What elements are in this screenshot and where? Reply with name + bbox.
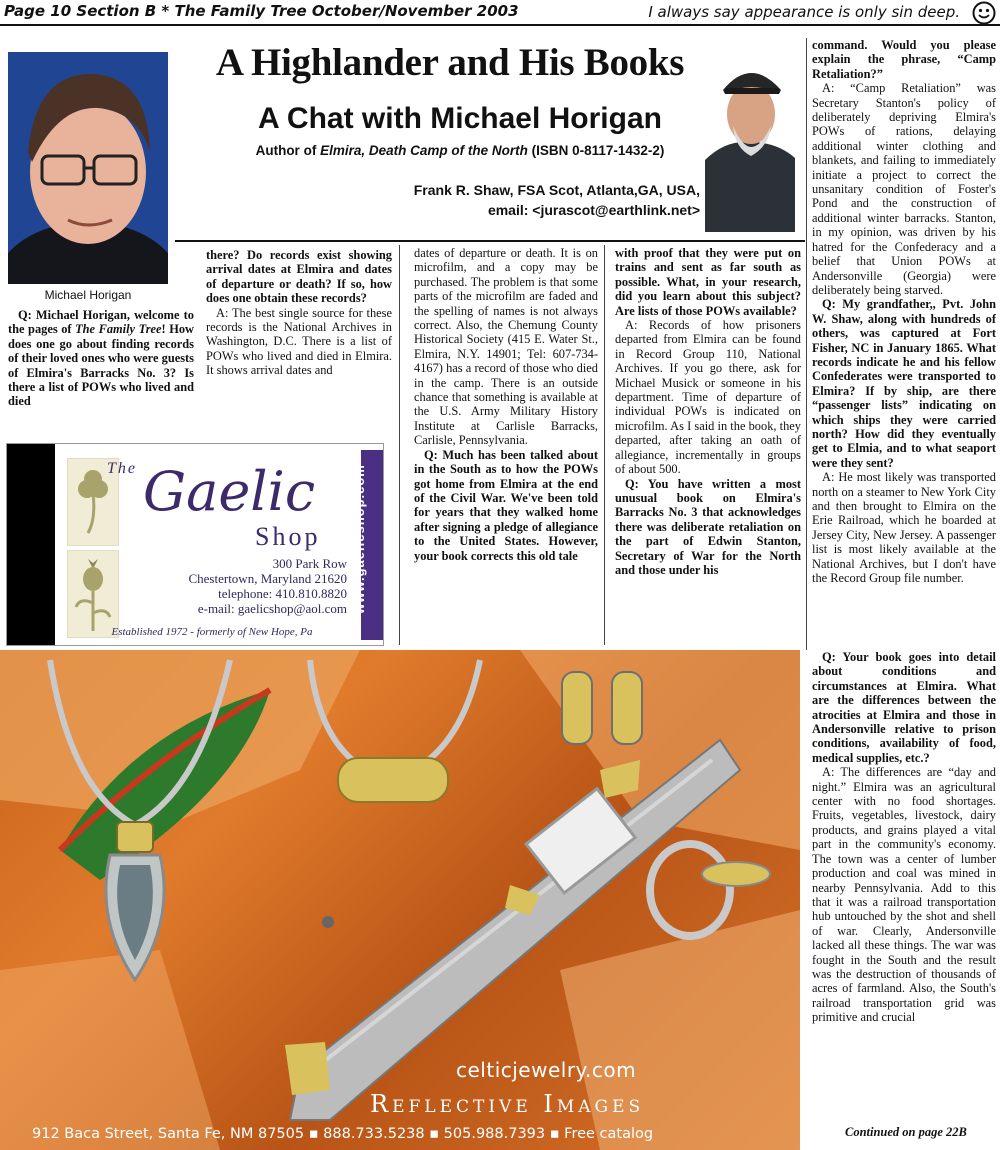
- author-prefix: Author of: [255, 143, 321, 158]
- continued-note: Continued on page 22B: [845, 1125, 967, 1139]
- header-rule: [175, 240, 805, 242]
- ad-the: The: [107, 460, 137, 477]
- michael-horigan-photo: [8, 52, 168, 284]
- jewelry-address: 912 Baca Street, Santa Fe, NM 87505 ▪ 888.733.5238 ▪ 505.988.7393 ▪ Free catalog: [32, 1126, 654, 1142]
- jewelry-photo: [0, 650, 800, 1150]
- ad-shop-logo: Shop: [255, 522, 321, 551]
- publication-name: The Family Tree: [75, 322, 162, 337]
- article-column-5: [812, 38, 996, 644]
- isbn: (ISBN 0-8117-1432-2): [527, 143, 665, 158]
- answer-1-continued: dates of departure or death. It is on microfilm, and a copy may be purchased. The problem is that some parts of the microfilm are faded and the spelling of names is not always correct. Also, the Chemung County Historical Society (415 E. Water St., Elmira, N.Y. 14901; Tel: 607-734-4167) has a record of those who died in the camp. There is an outside chance that something is available at the U.S. Army Military History Institute at Carlisle Barracks, Carlisle, Pennsylvania.: [414, 246, 598, 448]
- article-column-3: [414, 246, 598, 644]
- page-header-tagline: I always say appearance is only sin deep.: [648, 3, 960, 21]
- article-subtitle: A Chat with Michael Horigan: [258, 102, 662, 135]
- ad-street: 300 Park Row: [272, 556, 347, 571]
- answer-3: A: “Camp Retaliation” was Secretary Stanton's policy of deliberately depriving Elmira's POWs of rations, delaying additional winter clothing and blankets, and failing to immediately initiate a project to correct the unsanitary condition of Foster's Pond and the construction of additional winter barracks. Stanton, in my opinion, was driven by his hatred for the Confederacy and a belief that Union POWs at Andersonville (Georgia) were deliberately being starved.: [812, 81, 996, 297]
- answer-1: A: The best single source for these records is the National Archives in Washington, D.C. There is a list of POWs who lived and died in Elmira. It shows arrival dates and: [206, 305, 392, 378]
- ad-city: Chestertown, Maryland 21620: [188, 571, 347, 586]
- photo-caption: Michael Horigan: [44, 288, 132, 302]
- ad-phone: telephone: 410.810.8820: [218, 586, 347, 601]
- smiley-face-icon: [972, 1, 996, 25]
- byline: [200, 180, 700, 220]
- question-2: Q: Much has been talked about in the South as to how the POWs got home from Elmira at the end of the Civil War. We've been told for years that they walked home after signing a pledge of allegiance to the United States. However, your book corrects this old tale: [414, 447, 598, 563]
- article-column-2: [206, 248, 392, 438]
- ad-established: Established 1972 - formerly of New Hope, Pa: [111, 626, 313, 638]
- question-4: Q: My grandfather,, Pvt. John W. Shaw, along with hundreds of others, was captured at Fort Fisher, NC in January 1865. What records indicate he and his fellow Confederates were transported to Elmira? If by ship, are there “passenger lists” indicating on which ships they were carried north? How did they eventually get to Elmia, and to what seaport were they sent?: [812, 297, 996, 470]
- byline-email: email: <jurascot@earthlink.net>: [487, 202, 700, 218]
- article-column-1: [8, 308, 194, 438]
- ad-email[interactable]: e-mail: gaelicshop@aol.com: [197, 601, 347, 616]
- column-divider: [806, 38, 807, 650]
- article-title: A Highlander and His Books: [215, 41, 685, 84]
- article-column-6: [812, 650, 996, 1122]
- thistle-icon: [67, 550, 119, 638]
- gaelic-shop-ad[interactable]: [6, 443, 384, 646]
- ad-gaelic-address: [127, 556, 347, 616]
- ad-gaelic-logo: Gaelic: [143, 460, 316, 523]
- book-title: Elmira, Death Camp of the North: [320, 143, 528, 158]
- question-5: Q: Your book goes into detail about conditions and circumstances at Elmira. What are the differences between the atrocities at Elmira and those in Andersonville relative to prison conditions, availability of food, medical supplies, etc.?: [812, 650, 996, 765]
- question-3-continued: command. Would you please explain the phrase, “Camp Retaliation?”: [812, 38, 996, 81]
- byline-name: Frank R. Shaw, FSA Scot, Atlanta,GA, USA,: [413, 182, 700, 198]
- highlander-photo: [705, 50, 795, 232]
- jewelry-website[interactable]: celticjewelry.com: [456, 1058, 637, 1082]
- answer-4: A: He most likely was transported north on a steamer to New York City and then brought to Elmira on the Erie Railroad, which he boarded at Jersey City, New Jersey. A passenger list is most likely available at the National Archives, but I don't have the Record Group file number.: [812, 470, 996, 586]
- answer-5: A: The differences are “day and night.” Elmira was an agricultural center with no food shortages. Fruits, vegetables, livestock, dairy products, and grains played a vital part in the community's economy. The town was a center of lumber production and coal was mined in nearby Pennsylvania. Add to this that it was a railroad transportation hub untouched by the shot and shell of war. Clearly, Andersonville lacked all these things. The war was fought in the South and the result was the destruction of thousands of acres of farmland. Also, the South's railroad transportation grid was primitive and crucial: [812, 765, 996, 1025]
- ad-website[interactable]: www.gaelicshop.com: [352, 464, 367, 614]
- question-1-text-end: ! How does one go about finding records of their loved ones who were guests of Elmira's Barracks No. 3? Is there a list of POWs who lived and died: [8, 322, 194, 409]
- question-1: [8, 308, 194, 409]
- jewelry-brand-text: Reflective Images: [370, 1090, 645, 1118]
- reflective-images-ad[interactable]: [0, 650, 800, 1150]
- column-divider: [604, 245, 605, 645]
- question-2-continued: with proof that they were put on trains and sent as far south as possible. What, in your research, did you learn about this subject? Are lists of those POWs available?: [615, 246, 801, 318]
- question-1-continued: there? Do records exist showing arrival dates at Elmira and dates of departure or death? If so, how does one obtain these records?: [206, 248, 392, 306]
- author-line: [200, 143, 720, 158]
- question-3: Q: You have written a most unusual book on Elmira's Barracks No. 3 that acknowledges there was deliberate retaliation on the part of Edwin Stanton, Secretary of War for the North and those under his: [615, 476, 801, 577]
- column-divider: [399, 245, 400, 645]
- article-column-4: [615, 246, 801, 644]
- answer-2: A: Records of how prisoners departed from Elmira can be found in Record Group 110, National Archives. If you go there, ask for Michael Musick or someone in his department. Time of departure of individual POWs is indicated on microfilm. As I said in the book, they departed, after taking an oath of allegiance, incrementally in groups of about 500.: [615, 318, 801, 477]
- jewelry-brand: [370, 1090, 644, 1118]
- ad-black-bar: [7, 444, 55, 646]
- question-1-text: Q: Michael Horigan, welcome to the pages of: [8, 308, 194, 337]
- page-header-left: Page 10 Section B * The Family Tree October/November 2003: [4, 2, 519, 20]
